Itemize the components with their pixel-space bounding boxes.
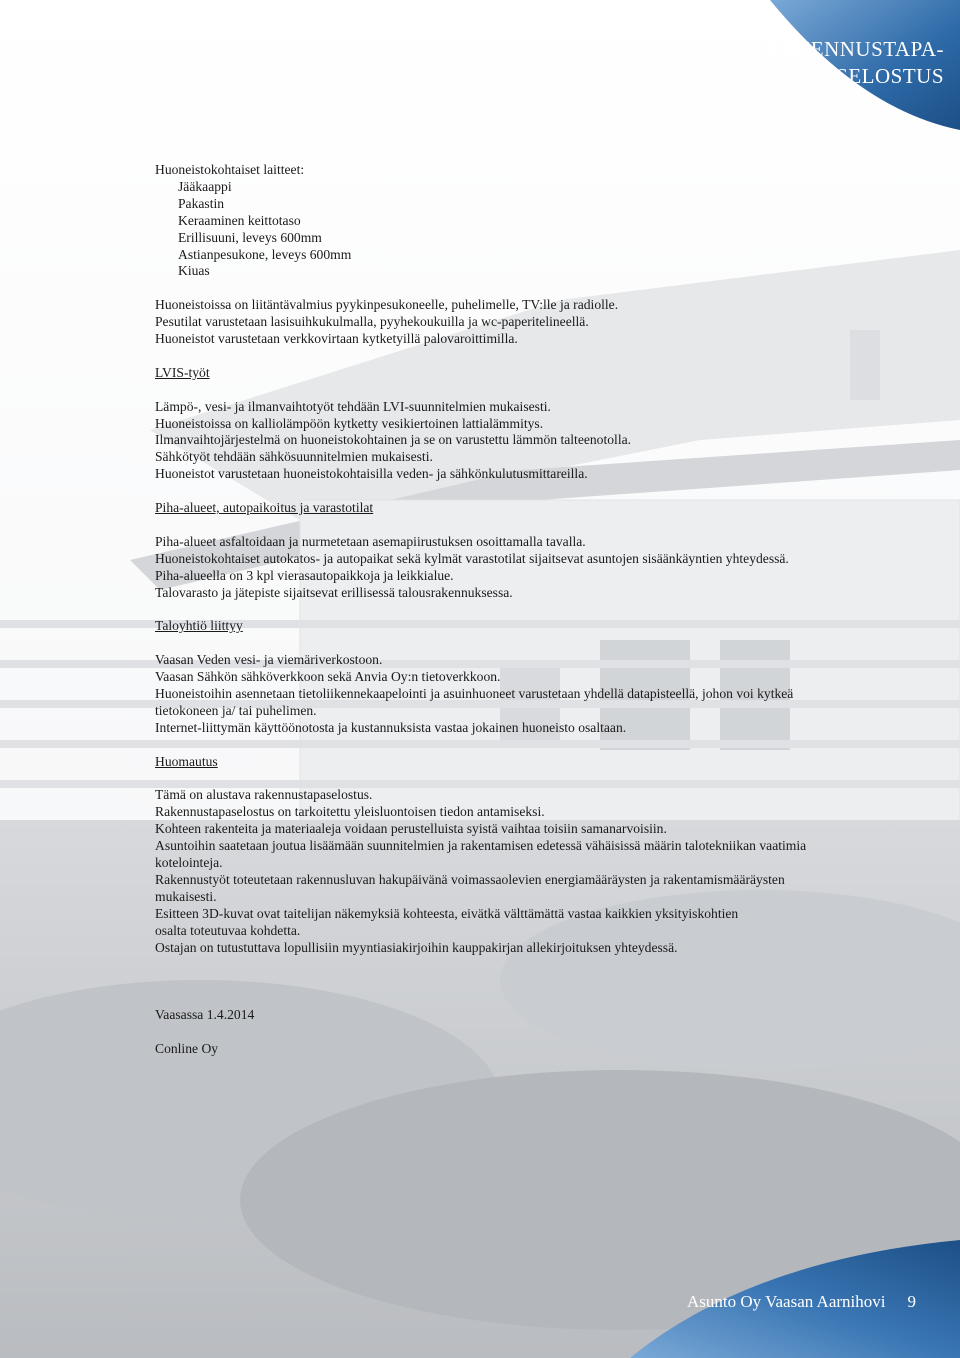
- spacer: [155, 601, 875, 618]
- list-item: Kiuas: [178, 263, 210, 279]
- spacer: [155, 483, 875, 500]
- document-body: [155, 162, 875, 1058]
- paragraph-line: Ostajan on tutustuttava lopullisiin myyntiasiakirjoihin kauppakirjan allekirjoituksen yhteydessä.: [155, 939, 678, 955]
- paragraph-line: Huoneistoihin asennetaan tietoliikennekaapelointi ja asuinhuoneet varustetaan yhdellä datapisteellä, johon voi kytkeä: [155, 685, 794, 701]
- paragraph-line: Internet-liittymän käyttöönotosta ja kustannuksista vastaa jokainen huoneisto osaltaan.: [155, 719, 627, 735]
- paragraph-line: Rakennustyöt toteutetaan rakennusluvan hakupäivänä voimassaolevien energiamääräysten ja rakentamismääräysten: [155, 871, 785, 887]
- paragraph-line: Rakennustapaselostus on tarkoitettu yleisluontoisen tiedon antamiseksi.: [155, 804, 545, 820]
- paragraph-line: osalta toteutuvaa kohdetta.: [155, 922, 301, 938]
- page-footer: [687, 1292, 916, 1312]
- spacer: [155, 280, 875, 297]
- section-heading-lvis: LVIS-työt: [155, 364, 210, 380]
- paragraph-line: Vaasan Veden vesi- ja viemäriverkostoon.: [155, 652, 383, 668]
- spacer: [155, 348, 875, 365]
- paragraph-line: tietokoneen ja/ tai puhelimen.: [155, 702, 317, 718]
- paragraph-line: Lämpö-, vesi- ja ilmanvaihtotyöt tehdään LVI-suunnitelmien mukaisesti.: [155, 398, 551, 414]
- signature-company: Conline Oy: [155, 1040, 219, 1056]
- paragraph-line: Esitteen 3D-kuvat ovat taitelijan näkemyksiä kohteesta, eivätkä välttämättä vastaa kaikkien yksityiskohtien: [155, 905, 739, 921]
- paragraph-line: Huoneistoissa on liitäntävalmius pyykinpesukoneelle, puhelimelle, TV:lle ja radiolle.: [155, 297, 619, 313]
- spacer: [155, 737, 875, 754]
- section-heading-note: Huomautus: [155, 753, 218, 769]
- list-item: Astianpesukone, leveys 600mm: [178, 246, 352, 262]
- paragraph-line: Sähkötyöt tehdään sähkösuunnitelmien mukaisesti.: [155, 449, 433, 465]
- spacer: [155, 635, 875, 652]
- spacer: [155, 973, 875, 990]
- document-title: [765, 36, 944, 90]
- footer-project-name: Asunto Oy Vaasan Aarnihovi: [687, 1292, 886, 1311]
- section-heading-yard: Piha-alueet, autopaikoitus ja varastotilat: [155, 500, 374, 516]
- paragraph-line: kotelointeja.: [155, 855, 223, 871]
- list-item: Jääkaappi: [178, 178, 232, 194]
- section-heading-connections: Taloyhtiö liittyy: [155, 618, 243, 634]
- page-number: 9: [907, 1292, 916, 1311]
- spacer: [155, 956, 875, 973]
- spacer: [155, 517, 875, 534]
- paragraph-line: Piha-alueella on 3 kpl vierasautopaikkoja ja leikkialue.: [155, 567, 454, 583]
- paragraph-line: Huoneistoissa on kalliolämpöön kytketty vesikiertoinen lattialämmitys.: [155, 415, 544, 431]
- paragraph-line: Piha-alueet asfaltoidaan ja nurmetetaan asemapiirustuksen osoittamalla tavalla.: [155, 533, 586, 549]
- paragraph-line: Tämä on alustava rakennustapaselostus.: [155, 787, 373, 803]
- paragraph-line: Pesutilat varustetaan lasisuihkukulmalla, pyyhekoukuilla ja wc-paperitelineellä.: [155, 314, 589, 330]
- spacer: [155, 1024, 875, 1041]
- paragraph-line: Huoneistokohtaiset autokatos- ja autopaikat sekä kylmät varastotilat sijaitsevat asuntojen sisäänkäyntien yhteydessä.: [155, 550, 789, 566]
- document-title-line1: RAKENNUSTAPA-: [764, 37, 944, 61]
- document-title-line2: SELOSTUS: [836, 64, 944, 88]
- paragraph-line: Ilmanvaihtojärjestelmä on huoneistokohtainen ja se on varustettu lämmön talteenotolla.: [155, 432, 632, 448]
- spacer: [155, 771, 875, 788]
- paragraph-line: Talovarasto ja jätepiste sijaitsevat erillisessä talousrakennuksessa.: [155, 584, 513, 600]
- spacer: [155, 990, 875, 1007]
- paragraph-line: Asuntoihin saatetaan joutua lisäämään suunnitelmien ja rakentamisen edetessä vähäisissä määrin talotekniikan vaatimia: [155, 838, 807, 854]
- list-item: Keraaminen keittotaso: [178, 212, 301, 228]
- list-item: Pakastin: [178, 195, 225, 211]
- paragraph-line: Huoneistot varustetaan verkkovirtaan kytketyillä palovaroittimilla.: [155, 331, 518, 347]
- paragraph-line: Vaasan Sähkön sähköverkkoon sekä Anvia Oy:n tietoverkkoon.: [155, 669, 501, 685]
- paragraph-line: Kohteen rakenteita ja materiaaleja voidaan perustelluista syistä vaihtaa toisiin samanarvoisiin.: [155, 821, 667, 837]
- paragraph-line: mukaisesti.: [155, 888, 217, 904]
- appliances-title: Huoneistokohtaiset laitteet:: [155, 162, 305, 177]
- list-item: Erillisuuni, leveys 600mm: [178, 229, 322, 245]
- appliances-list: [155, 179, 875, 280]
- signature-place-date: Vaasassa 1.4.2014: [155, 1007, 255, 1023]
- paragraph-line: Huoneistot varustetaan huoneistokohtaisilla veden- ja sähkönkulutusmittareilla.: [155, 466, 588, 482]
- spacer: [155, 382, 875, 399]
